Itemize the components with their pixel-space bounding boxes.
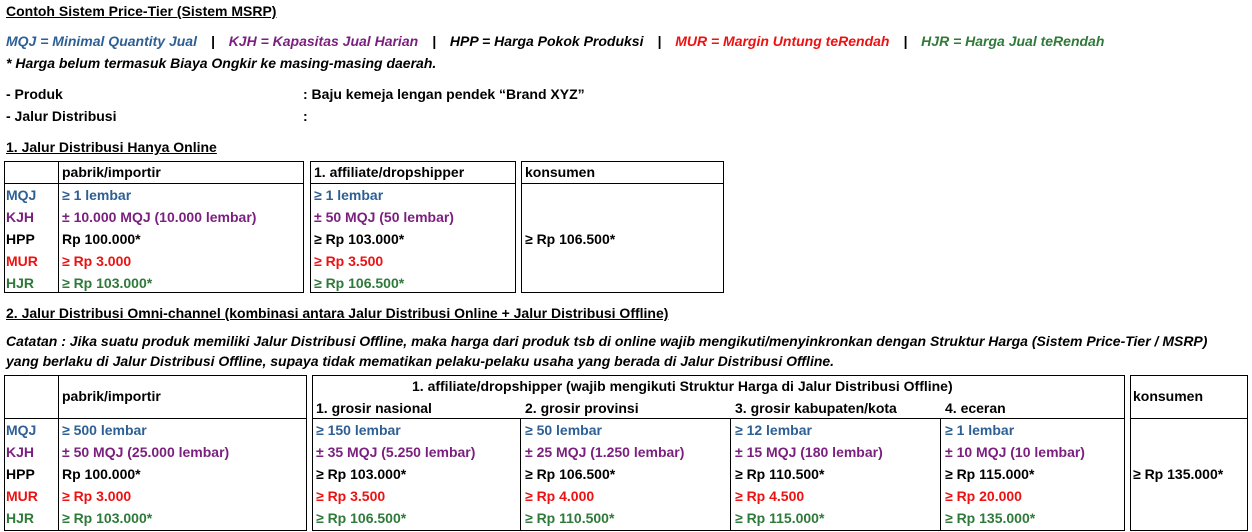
s2-tier2-hpp: ≥ Rp 106.500* xyxy=(525,466,616,482)
s1-header-divider xyxy=(521,183,724,184)
s2-pabrik-kjh: ± 50 MQJ (25.000 lembar) xyxy=(62,444,230,460)
s2-header-divider xyxy=(1130,418,1248,419)
s2-pabrik-hpp: Rp 100.000* xyxy=(62,466,141,482)
legend-separator: | xyxy=(903,33,908,49)
catatan-text: Jika suatu produk memiliki Jalur Distribusi Offline, maka harga dari produk tsb di online wajib mengikuti/menyinkronkan dengan Struktur Harga (Sistem Price-Tier / MSRP) yang berlaku di Jalur Distribusi Offline, supaya tidak mematikan pelaku-pelaku usaha yang berada di Jalur Distribusi Offline. xyxy=(6,333,1208,369)
catatan-label: Catatan : xyxy=(6,333,66,349)
s2-tier3-header: 3. grosir kabupaten/kota xyxy=(735,400,897,416)
legend-separator: | xyxy=(432,33,436,49)
s1-pabrik-kjh: ± 10.000 MQJ (10.000 lembar) xyxy=(62,209,257,225)
s2-header-divider xyxy=(312,418,1125,419)
s1-row-label-mur: MUR xyxy=(6,253,38,269)
s2-tier1-mqj: ≥ 150 lembar xyxy=(316,422,401,438)
s2-header-divider xyxy=(4,418,307,419)
s2-tier2-kjh: ± 25 MQJ (1.250 lembar) xyxy=(525,444,685,460)
s2-tier-divider xyxy=(730,418,731,531)
shipping-note: * Harga belum termasuk Biaya Ongkir ke masing-masing daerah. xyxy=(6,55,437,71)
s2-pabrik-mqj: ≥ 500 lembar xyxy=(62,422,147,438)
legend-kjh: KJH = Kapasitas Jual Harian xyxy=(228,33,419,49)
s2-tier-divider xyxy=(940,418,941,531)
s1-pabrik-mqj: ≥ 1 lembar xyxy=(62,187,132,203)
legend-line xyxy=(6,32,1104,50)
legend-mqj: MQJ = Minimal Quantity Jual xyxy=(6,33,197,49)
s1-pabrik-mur: ≥ Rp 3.000 xyxy=(62,253,132,269)
s2-tier3-kjh: ± 15 MQJ (180 lembar) xyxy=(735,444,883,460)
s1-pabrik-hjr: ≥ Rp 103.000* xyxy=(62,275,153,291)
s1-header-divider xyxy=(4,183,304,184)
s2-tier3-mqj: ≥ 12 lembar xyxy=(735,422,812,438)
s1-pabrik-hpp: Rp 100.000* xyxy=(62,231,141,247)
s1-affiliate-header: 1. affiliate/dropshipper xyxy=(314,164,465,180)
s2-row-label-hjr: HJR xyxy=(6,510,35,526)
s1-pabrik-header: pabrik/importir xyxy=(62,164,161,180)
s1-affiliate-mqj: ≥ 1 lembar xyxy=(314,187,384,203)
s2-tier3-hjr: ≥ Rp 115.000* xyxy=(735,510,825,526)
s2-tier2-mqj: ≥ 50 lembar xyxy=(525,422,602,438)
s2-pabrik-header: pabrik/importir xyxy=(62,388,161,404)
s1-row-label-mqj: MQJ xyxy=(6,187,37,203)
jalur-label: - Jalur Distribusi xyxy=(6,108,117,124)
legend-mur: MUR = Margin Untung teRendah xyxy=(675,33,890,49)
s2-tier1-hjr: ≥ Rp 106.500* xyxy=(316,510,407,526)
legend-hjr: HJR = Harga Jual teRendah xyxy=(921,33,1105,49)
s2-tier1-mur: ≥ Rp 3.500 xyxy=(316,488,386,504)
catatan-note xyxy=(6,331,1236,371)
s2-tier4-header: 4. eceran xyxy=(945,400,1006,416)
legend-separator: | xyxy=(657,33,662,49)
s2-tier4-kjh: ± 10 MQJ (10 lembar) xyxy=(945,444,1085,460)
s1-row-label-kjh: KJH xyxy=(6,209,35,225)
s2-tier2-mur: ≥ Rp 4.000 xyxy=(525,488,595,504)
s2-tier3-hpp: ≥ Rp 110.500* xyxy=(735,466,825,482)
s1-header-divider xyxy=(310,183,516,184)
section2-heading: 2. Jalur Distribusi Omni-channel (kombinasi antara Jalur Distribusi Online + Jalur Distribusi Offline) xyxy=(6,305,669,321)
legend-hpp: HPP = Harga Pokok Produksi xyxy=(449,33,644,49)
produk-value: : Baju kemeja lengan pendek “Brand XYZ” xyxy=(303,86,585,102)
s2-konsumen-header: konsumen xyxy=(1133,388,1204,404)
s2-tier2-header: 2. grosir provinsi xyxy=(525,400,639,416)
legend-separator: | xyxy=(210,33,215,49)
s2-tier1-kjh: ± 35 MQJ (5.250 lembar) xyxy=(316,444,476,460)
s2-affiliate-header: 1. affiliate/dropshipper (wajib mengikuti Struktur Harga di Jalur Distribusi Offline) xyxy=(412,378,953,394)
s2-pabrik-mur: ≥ Rp 3.000 xyxy=(62,488,132,504)
s2-tier1-header: 1. grosir nasional xyxy=(316,400,432,416)
produk-label: - Produk xyxy=(6,86,63,102)
s2-tier1-hpp: ≥ Rp 103.000* xyxy=(316,466,407,482)
s2-row-label-hpp: HPP xyxy=(6,466,35,482)
s1-konsumen-header: konsumen xyxy=(525,164,596,180)
s2-pabrik-hjr: ≥ Rp 103.000* xyxy=(62,510,153,526)
s1-row-label-hpp: HPP xyxy=(6,231,35,247)
s2-row-label-mur: MUR xyxy=(6,488,38,504)
s1-affiliate-hjr: ≥ Rp 106.500* xyxy=(314,275,405,291)
s2-konsumen-value: ≥ Rp 135.000* xyxy=(1133,466,1224,482)
s2-tier-divider xyxy=(520,418,521,531)
s2-tier4-mur: ≥ Rp 20.000 xyxy=(945,488,1022,504)
s1-row-label-hjr: HJR xyxy=(6,275,35,291)
jalur-value: : xyxy=(303,108,308,124)
s2-tier4-hjr: ≥ Rp 135.000* xyxy=(945,510,1036,526)
s2-tier4-hpp: ≥ Rp 115.000* xyxy=(945,466,1035,482)
s2-tier3-mur: ≥ Rp 4.500 xyxy=(735,488,805,504)
section1-heading: 1. Jalur Distribusi Hanya Online xyxy=(6,139,217,155)
s1-konsumen-value: ≥ Rp 106.500* xyxy=(525,231,616,247)
page-title: Contoh Sistem Price-Tier (Sistem MSRP) xyxy=(6,3,277,19)
s2-tier2-hjr: ≥ Rp 110.500* xyxy=(525,510,615,526)
s2-tier4-mqj: ≥ 1 lembar xyxy=(945,422,1015,438)
s2-row-label-kjh: KJH xyxy=(6,444,35,460)
s1-affiliate-hpp: ≥ Rp 103.000* xyxy=(314,231,405,247)
s1-affiliate-kjh: ± 50 MQJ (50 lembar) xyxy=(314,209,454,225)
s1-affiliate-mur: ≥ Rp 3.500 xyxy=(314,253,384,269)
s2-row-label-mqj: MQJ xyxy=(6,422,37,438)
